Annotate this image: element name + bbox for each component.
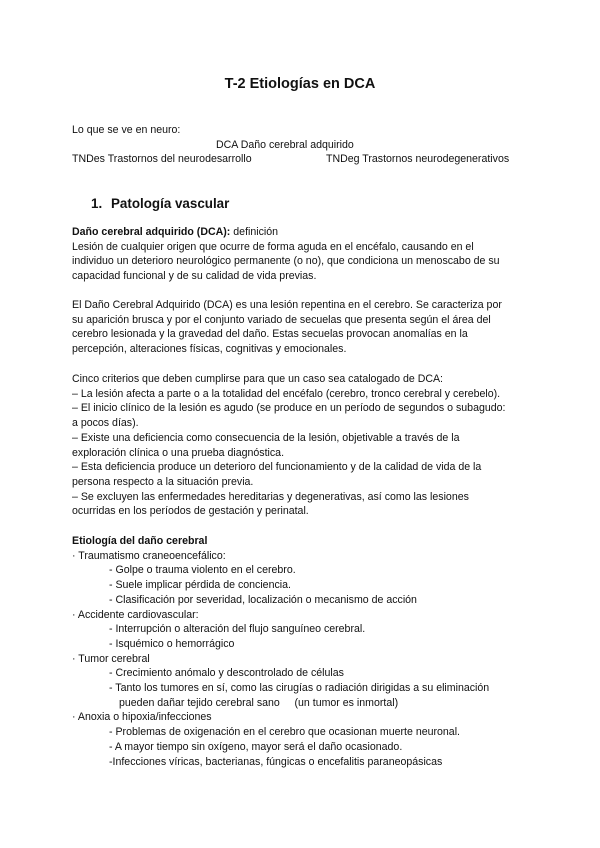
etiology-group-title: · Traumatismo craneoencefálico: xyxy=(72,549,226,562)
etiology-item: - Suele implicar pérdida de conciencia. xyxy=(109,579,291,592)
etiology-item-continuation: pueden dañar tejido cerebral sano (un tumor es inmortal) xyxy=(119,696,399,709)
criteria-line: – Se excluyen las enfermedades hereditarias y degenerativas, así como las lesiones xyxy=(72,490,469,503)
etiology-item: -Infecciones víricas, bacterianas, fúngicas o encefalitis paraneopásicas xyxy=(109,755,443,768)
etiology-heading: Etiología del daño cerebral xyxy=(72,535,208,547)
criteria-line: ocurridas en los períodos de gestación y perinatal. xyxy=(72,505,309,518)
paragraph-line: individuo un deterioro neurológico permanente (o no), que condiciona un menoscabo de su xyxy=(72,255,500,268)
paragraph-line: Lesión de cualquier origen que ocurre de forma aguda en el encéfalo, causando en el xyxy=(72,240,474,253)
dca-definition-label xyxy=(72,225,542,240)
etiology-item: - Golpe o trauma violento en el cerebro. xyxy=(109,564,296,577)
section-heading xyxy=(91,197,229,212)
criteria-line: exploración clínica o una prueba diagnóstica. xyxy=(72,446,285,459)
dca-label-rest: definición xyxy=(230,226,279,238)
intro-tnd-es: TNDes Trastornos del neurodesarrollo xyxy=(72,153,252,165)
criteria-line: – Esta deficiencia produce un deterioro del funcionamiento y de la calidad de vida de la xyxy=(72,461,482,474)
intro-tnd-eg: TNDeg Trastornos neurodegenerativos xyxy=(326,153,510,165)
dca-definition xyxy=(72,225,542,284)
etiology-item: - Clasificación por severidad, localización o mecanismo de acción xyxy=(109,593,417,606)
etiology-group-title: · Anoxia o hipoxia/infecciones xyxy=(72,711,212,724)
etiology-item: - Interrupción o alteración del flujo sanguíneo cerebral. xyxy=(109,623,366,636)
dca-label-bold: Daño cerebral adquirido (DCA): xyxy=(72,226,231,238)
criteria-line: – La lesión afecta a parte o a la totalidad del encéfalo (cerebro, tronco cerebral y cerebelo). xyxy=(72,387,501,400)
paragraph-line: percepción, alteraciones físicas, cognitivas y emocionales. xyxy=(72,343,347,356)
page-title: T-2 Etiologías en DCA xyxy=(224,76,376,92)
paragraph-line: su aparición brusca y por el conjunto variado de secuelas que presenta según el área del xyxy=(72,313,491,326)
criteria-line: – Existe una deficiencia como consecuencia de la lesión, objetivable a través de la xyxy=(72,431,460,444)
etiology-item: - Isquémico o hemorrágico xyxy=(109,637,235,650)
etiology-group-title: · Accidente cardiovascular: xyxy=(72,608,199,621)
criteria-line: persona respecto a la situación previa. xyxy=(72,475,254,488)
etiology-item: - Crecimiento anómalo y descontrolado de células xyxy=(109,667,344,680)
paragraph-line: El Daño Cerebral Adquirido (DCA) es una lesión repentina en el cerebro. Se caracteriza por xyxy=(72,299,502,311)
paragraph-line: cerebro lesionada y la gravedad del daño. Estas secuelas provocan anomalías en la xyxy=(72,328,468,341)
criteria-line: a pocos días). xyxy=(72,417,139,430)
criteria-line: Cinco criterios que deben cumplirse para que un caso sea catalogado de DCA: xyxy=(72,373,443,385)
paragraph-line: capacidad funcional y de su calidad de vida previas. xyxy=(72,270,317,283)
etiology-item: - Problemas de oxigenación en el cerebro que ocasionan muerte neuronal. xyxy=(109,726,460,739)
criteria-list xyxy=(72,372,542,519)
etiology-group-title: · Tumor cerebral xyxy=(72,652,150,665)
etiology-item: - A mayor tiempo sin oxígeno, mayor será el daño ocasionado. xyxy=(109,740,403,753)
section-number: 1. xyxy=(91,196,103,211)
criteria-line: – El inicio clínico de la lesión es agudo (se produce en un período de segundos o subagudo: xyxy=(72,402,506,415)
etiology-section xyxy=(72,534,542,769)
etiology-item: - Tanto los tumores en sí, como las cirugías o radiación dirigidas a su eliminación xyxy=(109,682,490,695)
intro-label: Lo que se ve en neuro: xyxy=(72,124,181,136)
dca-paragraph xyxy=(72,298,542,357)
intro-dca: DCA Daño cerebral adquirido xyxy=(216,139,354,151)
section-title: Patología vascular xyxy=(111,196,230,211)
